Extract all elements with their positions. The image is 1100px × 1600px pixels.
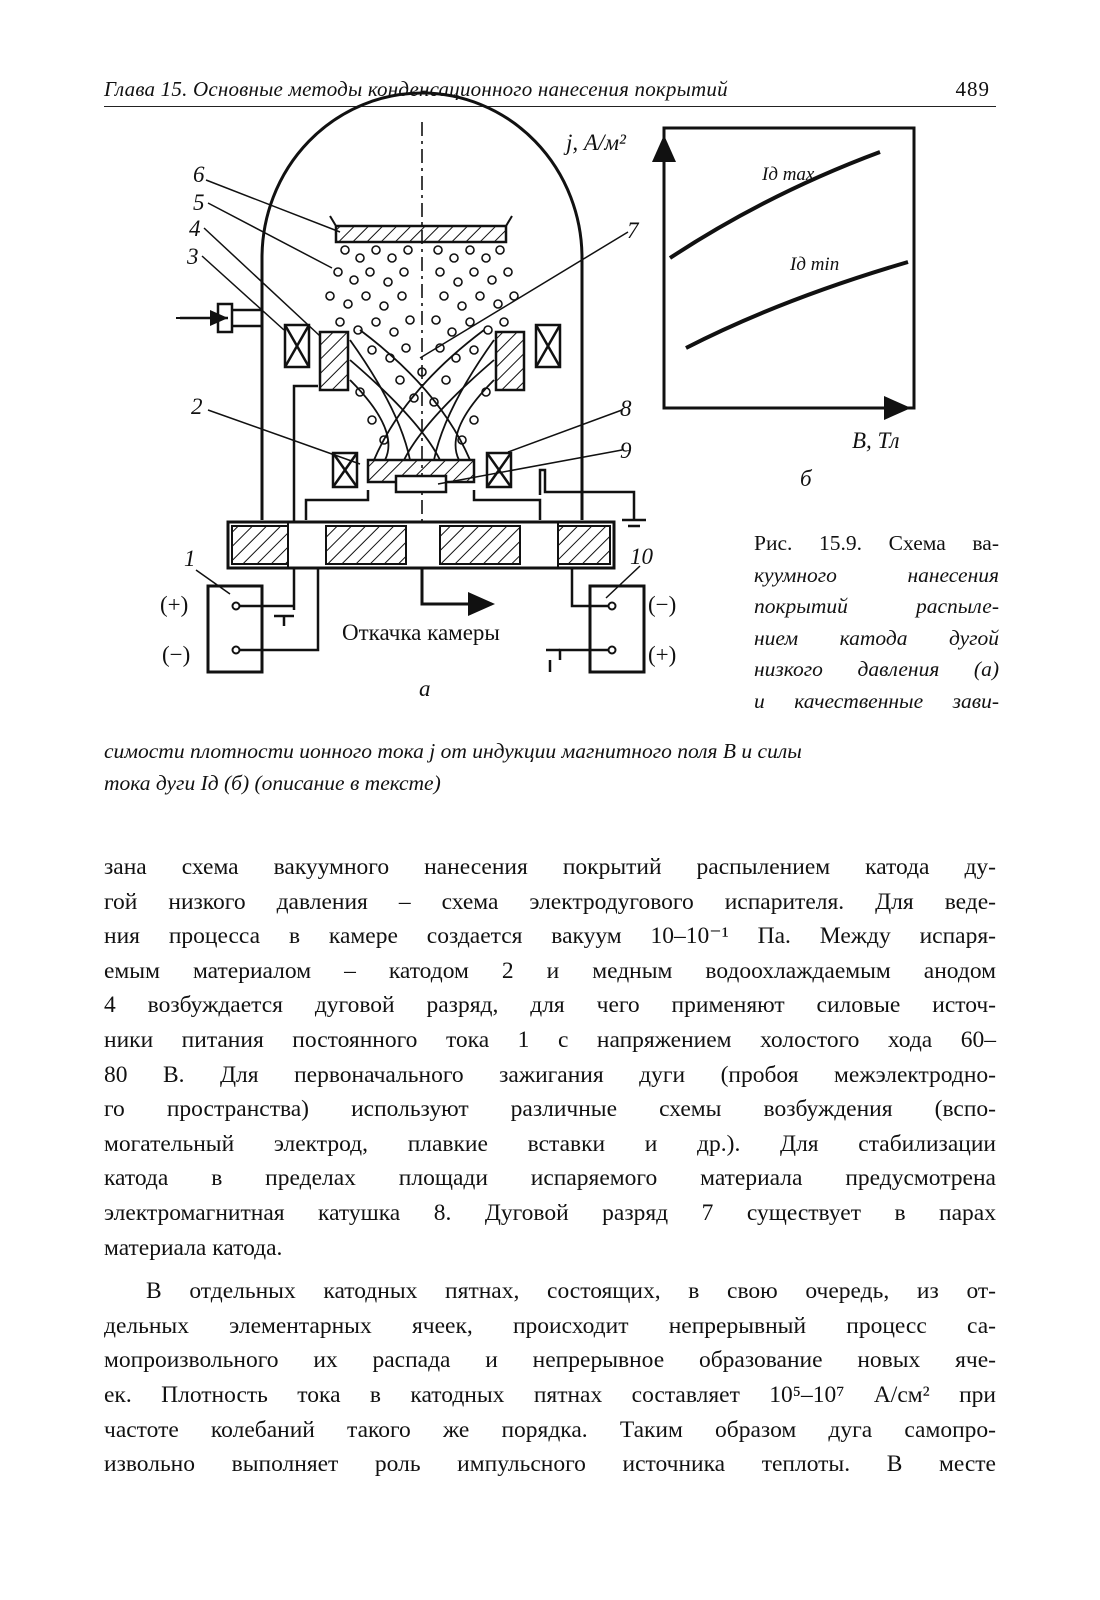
text-line: зана схема вакуумного нанесения покрытий распылением катода ду- bbox=[104, 854, 996, 880]
paragraph-2 bbox=[104, 1274, 996, 1482]
polarity-plus-right: (+) bbox=[648, 642, 677, 667]
subfigure-b-label: б bbox=[800, 466, 812, 491]
text-line: ек. Плотность тока в катодных пятнах составляет 10⁵–10⁷ А/см² при bbox=[104, 1381, 996, 1408]
polarity-plus-left: (+) bbox=[160, 592, 189, 617]
label-6: 6 bbox=[193, 162, 205, 187]
graph-x-label: B, Тл bbox=[852, 428, 900, 453]
label-8: 8 bbox=[620, 396, 632, 421]
cathode-support bbox=[306, 490, 540, 520]
apparatus-diagram bbox=[176, 93, 646, 672]
text-line: го пространства) используют различные схемы возбуждения (вспо- bbox=[104, 1096, 996, 1123]
caption-line: тока дуги Iд (б) (описание в тексте) bbox=[104, 770, 441, 795]
polarity-minus-left: (−) bbox=[162, 642, 191, 667]
label-3: 3 bbox=[187, 244, 199, 269]
text-line: могательный электрод, плавкие вставки и др.). Для стабилизации bbox=[104, 1130, 996, 1157]
paragraph-1 bbox=[104, 850, 996, 1265]
text-line: ники питания постоянного тока 1 с напряжением холостого хода 60– bbox=[104, 1026, 996, 1053]
anode-left bbox=[320, 332, 348, 390]
graph-y-label: j, А/м² bbox=[566, 130, 626, 155]
text-line: 4 возбуждается дуговой разряд, для чего применяют силовые источ- bbox=[104, 992, 996, 1019]
power-source-10 bbox=[590, 586, 644, 672]
label-10: 10 bbox=[630, 544, 653, 569]
text-line: В отдельных катодных пятнах, состоящих, в свою очередь, из от- bbox=[146, 1278, 996, 1305]
body-text bbox=[104, 850, 996, 1482]
text-line: частоте колебаний такого же порядка. Таким образом дуга самопро- bbox=[104, 1416, 996, 1443]
caption-full-width bbox=[104, 736, 996, 799]
caption-line: Рис. 15.9. Схема ва- bbox=[754, 531, 999, 555]
caption-line: низкого давления (а) bbox=[754, 657, 999, 681]
label-9: 9 bbox=[620, 438, 632, 463]
caption-side-block bbox=[754, 528, 999, 717]
text-line: 80 В. Для первоначального зажигания дуги (пробоя межэлектродно- bbox=[104, 1061, 996, 1088]
caption-line: и качественные зави- bbox=[754, 688, 999, 713]
label-5: 5 bbox=[193, 190, 205, 215]
caption-line: нием катода дугой bbox=[754, 625, 999, 650]
pump-out-arrow bbox=[422, 568, 492, 604]
text-line: материала катода. bbox=[104, 1234, 283, 1261]
curve-min-label: Iд min bbox=[790, 254, 840, 275]
caption-line: куумного нанесения bbox=[754, 562, 999, 587]
caption-line: симости плотности ионного тока j от индукции магнитного поля B и силы bbox=[104, 739, 802, 763]
subfigure-a-label: а bbox=[419, 676, 431, 701]
curve-max-label: Iд max bbox=[762, 164, 815, 185]
chapter-title: Глава 15. Основные методы конденсационного нанесения покрытий bbox=[104, 77, 728, 101]
text-line: извольно выполняет роль импульсного источника теплоты. В месте bbox=[104, 1451, 996, 1478]
label-7: 7 bbox=[627, 218, 639, 243]
anode-wire bbox=[294, 386, 318, 610]
cathode-wire bbox=[540, 470, 634, 520]
text-line: емым материалом – катодом 2 и медным водоохлаждаемым анодом bbox=[104, 957, 996, 984]
label-2: 2 bbox=[191, 394, 203, 419]
text-line: мопроизвольного их распада и непрерывное образование новых яче- bbox=[104, 1347, 996, 1374]
power-source-1 bbox=[208, 586, 262, 672]
text-line: электромагнитная катушка 8. Дуговой разряд 7 существует в парах bbox=[104, 1199, 996, 1226]
substrate-holder bbox=[336, 226, 506, 242]
text-line: гой низкого давления – схема электродугового испарителя. Для веде- bbox=[104, 888, 996, 915]
page-number: 489 bbox=[955, 77, 990, 101]
base-plate bbox=[228, 522, 614, 568]
anode-right bbox=[496, 332, 524, 390]
caption-line: покрытий распыле- bbox=[754, 594, 999, 618]
polarity-minus-right: (−) bbox=[648, 592, 677, 617]
label-1: 1 bbox=[184, 546, 196, 571]
text-line: ния процесса в камере создается вакуум 10–10⁻¹ Па. Между испаря- bbox=[104, 923, 996, 950]
text-line: катода в пределах площади испаряемого материала предусмотрена bbox=[104, 1165, 996, 1192]
pump-label: Откачка камеры bbox=[342, 620, 500, 645]
label-4: 4 bbox=[189, 216, 201, 241]
text-line: дельных элементарных ячеек, происходит непрерывный процесс са- bbox=[104, 1312, 996, 1339]
